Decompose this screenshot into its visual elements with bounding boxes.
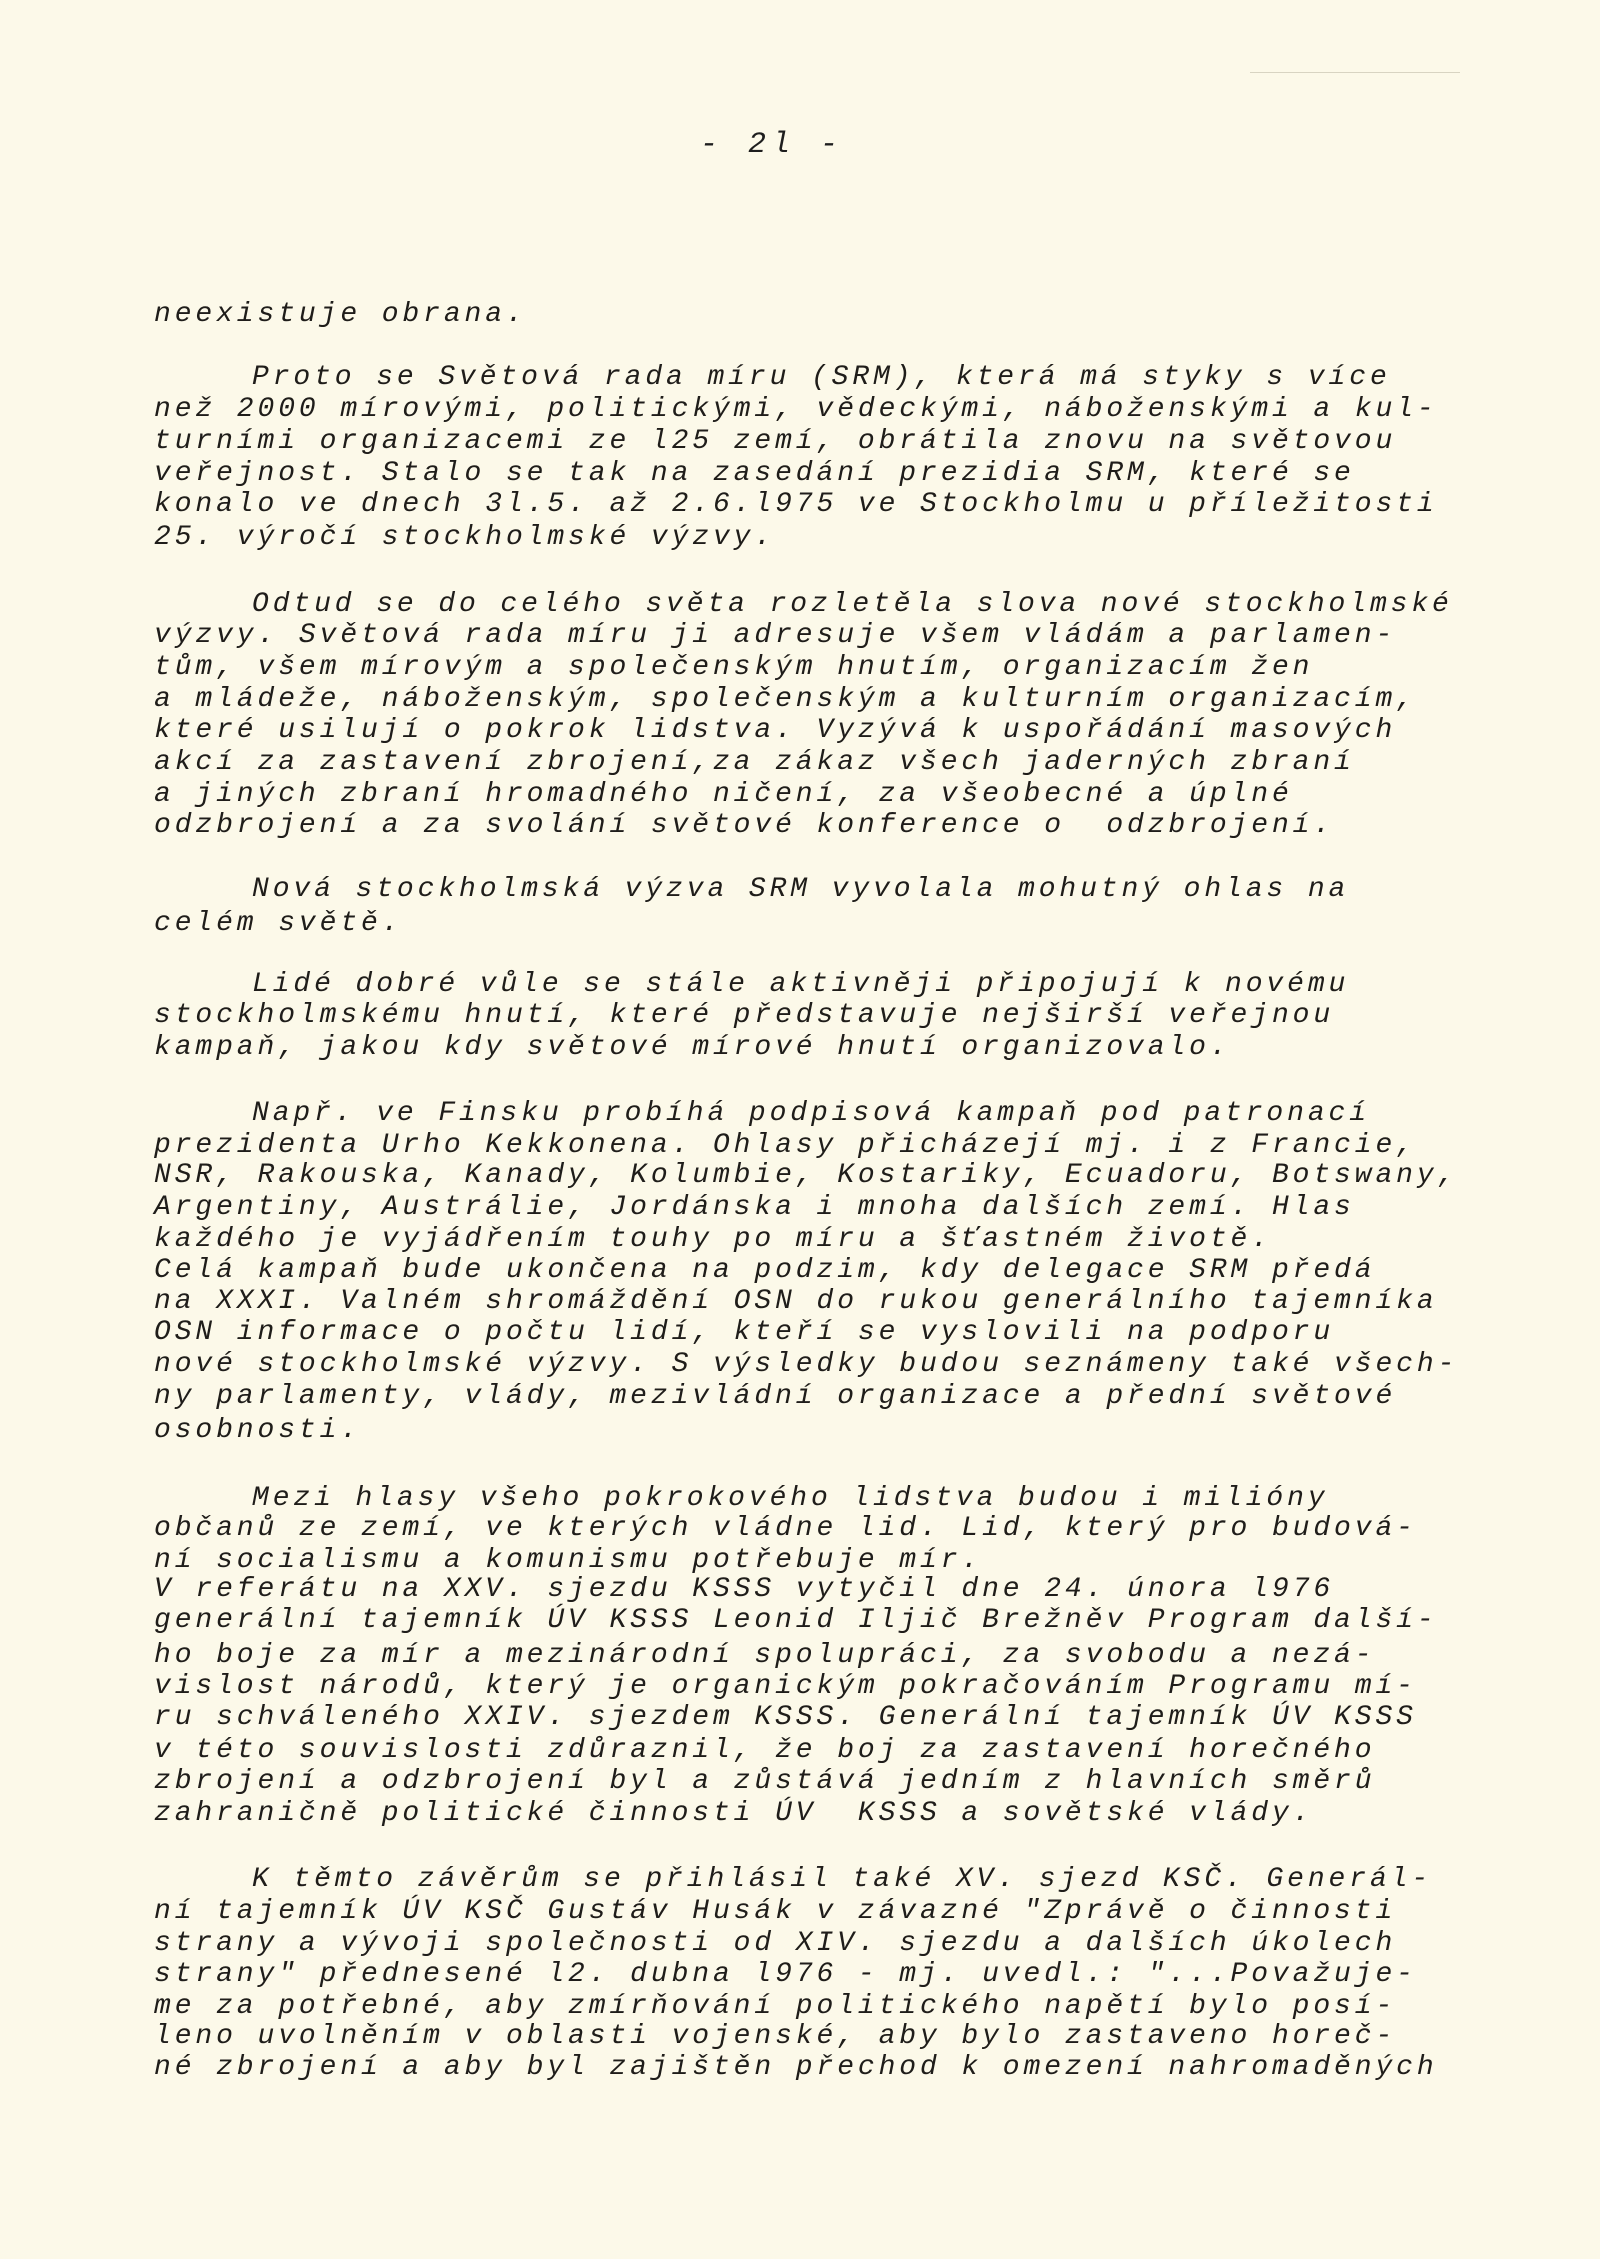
text-line: kampaň, jakou kdy světové mírové hnutí organizovalo. — [154, 1032, 1231, 1064]
text-line: Lidé dobré vůle se stále aktivněji připojují k novému — [252, 968, 1350, 1000]
text-line: 25. výročí stockholmské výzvy. — [154, 522, 776, 554]
text-line: leno uvolněním v oblasti vojenské, aby bylo zastaveno horeč- — [154, 2021, 1397, 2053]
text-line: V referátu na XXV. sjezdu KSSS vytyčil dne 24. února l976 — [154, 1573, 1335, 1605]
text-line: K těmto závěrům se přihlásil také XV. sjezd KSČ. Generál- — [252, 1864, 1433, 1896]
text-line: občanů ze zemí, ve kterých vládne lid. Lid, který pro budová- — [154, 1513, 1417, 1545]
text-line: me za potřebné, aby zmírňování politického napětí bylo posí- — [154, 1991, 1397, 2023]
scan-edge-line — [1250, 72, 1460, 73]
text-line: Celá kampaň bude ukončena na podzim, kdy delegace SRM předá — [154, 1255, 1376, 1287]
text-line: zahraničně politické činnosti ÚV KSSS a sovětské vlády. — [154, 1798, 1314, 1830]
text-line: Např. ve Finsku probíhá podpisová kampaň pod patronací — [252, 1098, 1370, 1130]
text-line: v této souvislosti zdůraznil, že boj za zastavení horečného — [154, 1734, 1376, 1766]
text-line: Odtud se do celého světa rozletěla slova nové stockholmské — [252, 588, 1453, 620]
text-line: neexistuje obrana. — [154, 299, 527, 331]
page-number: - 2l - — [700, 128, 845, 162]
text-line: veřejnost. Stalo se tak na zasedání prezidia SRM, které se — [154, 457, 1355, 489]
text-line: turními organizacemi ze l25 zemí, obrátila znovu na světovou — [154, 425, 1397, 457]
text-line: ru schváleného XXIV. sjezdem KSSS. Generální tajemník ÚV KSSS — [154, 1701, 1417, 1733]
text-line: a jiných zbraní hromadného ničení, za všeobecné a úplné — [154, 778, 1293, 810]
text-line: které usilují o pokrok lidstva. Vyzývá k uspořádání masových — [154, 715, 1397, 747]
text-line: NSR, Rakouska, Kanady, Kolumbie, Kostariky, Ecuadoru, Botswany, — [154, 1160, 1459, 1192]
text-line: strany a vývoji společnosti od XIV. sjezdu a dalších úkolech — [154, 1927, 1397, 1959]
text-line: prezidenta Urho Kekkonena. Ohlasy přicházejí mj. i z Francie, — [154, 1130, 1417, 1161]
text-line: odzbrojení a za svolání světové konference o odzbrojení. — [154, 810, 1335, 842]
text-line: akcí za zastavení zbrojení,za zákaz všech jaderných zbraní — [154, 746, 1355, 778]
text-line: konalo ve dnech 3l.5. až 2.6.l975 ve Stockholmu u příležitosti — [154, 489, 1438, 521]
text-line: ní socialismu a komunismu potřebuje mír. — [154, 1544, 983, 1576]
text-line: stockholmskému hnutí, které představuje nejširší veřejnou — [154, 1000, 1335, 1032]
text-line: strany" přednesené l2. dubna l976 - mj. uvedl.: "...Považuje- — [154, 1959, 1417, 1991]
text-line: Argentiny, Austrálie, Jordánska i mnoha dalších zemí. Hlas — [154, 1191, 1355, 1223]
text-line: než 2000 mírovými, politickými, vědeckými, náboženskými a kul- — [154, 394, 1438, 426]
text-line: zbrojení a odzbrojení byl a zůstává jedním z hlavních směrů — [154, 1766, 1376, 1798]
text-line: Mezi hlasy všeho pokrokového lidstva budou i milióny — [252, 1482, 1329, 1514]
text-line: tům, všem mírovým a společenským hnutím, organizacím žen — [154, 651, 1314, 683]
text-line: osobnosti. — [154, 1415, 362, 1447]
text-line: ho boje za mír a mezinárodní spolupráci, za svobodu a nezá- — [154, 1639, 1376, 1671]
text-line: celém světě. — [154, 908, 403, 940]
text-line: každého je vyjádřením touhy po míru a šťastném životě. — [154, 1223, 1272, 1255]
text-line: ní tajemník ÚV KSČ Gustáv Husák v závazné "Zprávě o činnosti — [154, 1896, 1397, 1928]
text-line: ny parlamenty, vlády, mezivládní organizace a přední světové — [154, 1380, 1397, 1412]
text-line: OSN informace o počtu lidí, kteří se vyslovili na podporu — [154, 1317, 1335, 1349]
text-line: nové stockholmské výzvy. S výsledky budou seznámeny také všech- — [154, 1348, 1459, 1380]
text-line: generální tajemník ÚV KSSS Leonid Iljič Brežněv Program další- — [154, 1605, 1438, 1637]
text-line: Proto se Světová rada míru (SRM), která má styky s více — [252, 362, 1391, 394]
text-line: vislost národů, který je organickým pokračováním Programu mí- — [154, 1671, 1417, 1703]
text-line: výzvy. Světová rada míru ji adresuje všem vládám a parlamen- — [154, 620, 1397, 652]
text-line: Nová stockholmská výzva SRM vyvolala mohutný ohlas na — [252, 873, 1350, 905]
text-line: na XXXI. Valném shromáždění OSN do rukou generálního tajemníka — [154, 1285, 1438, 1317]
text-line: né zbrojení a aby byl zajištěn přechod k omezení nahromaděných — [154, 2051, 1438, 2083]
text-line: a mládeže, náboženským, společenským a kulturním organizacím, — [154, 683, 1417, 715]
